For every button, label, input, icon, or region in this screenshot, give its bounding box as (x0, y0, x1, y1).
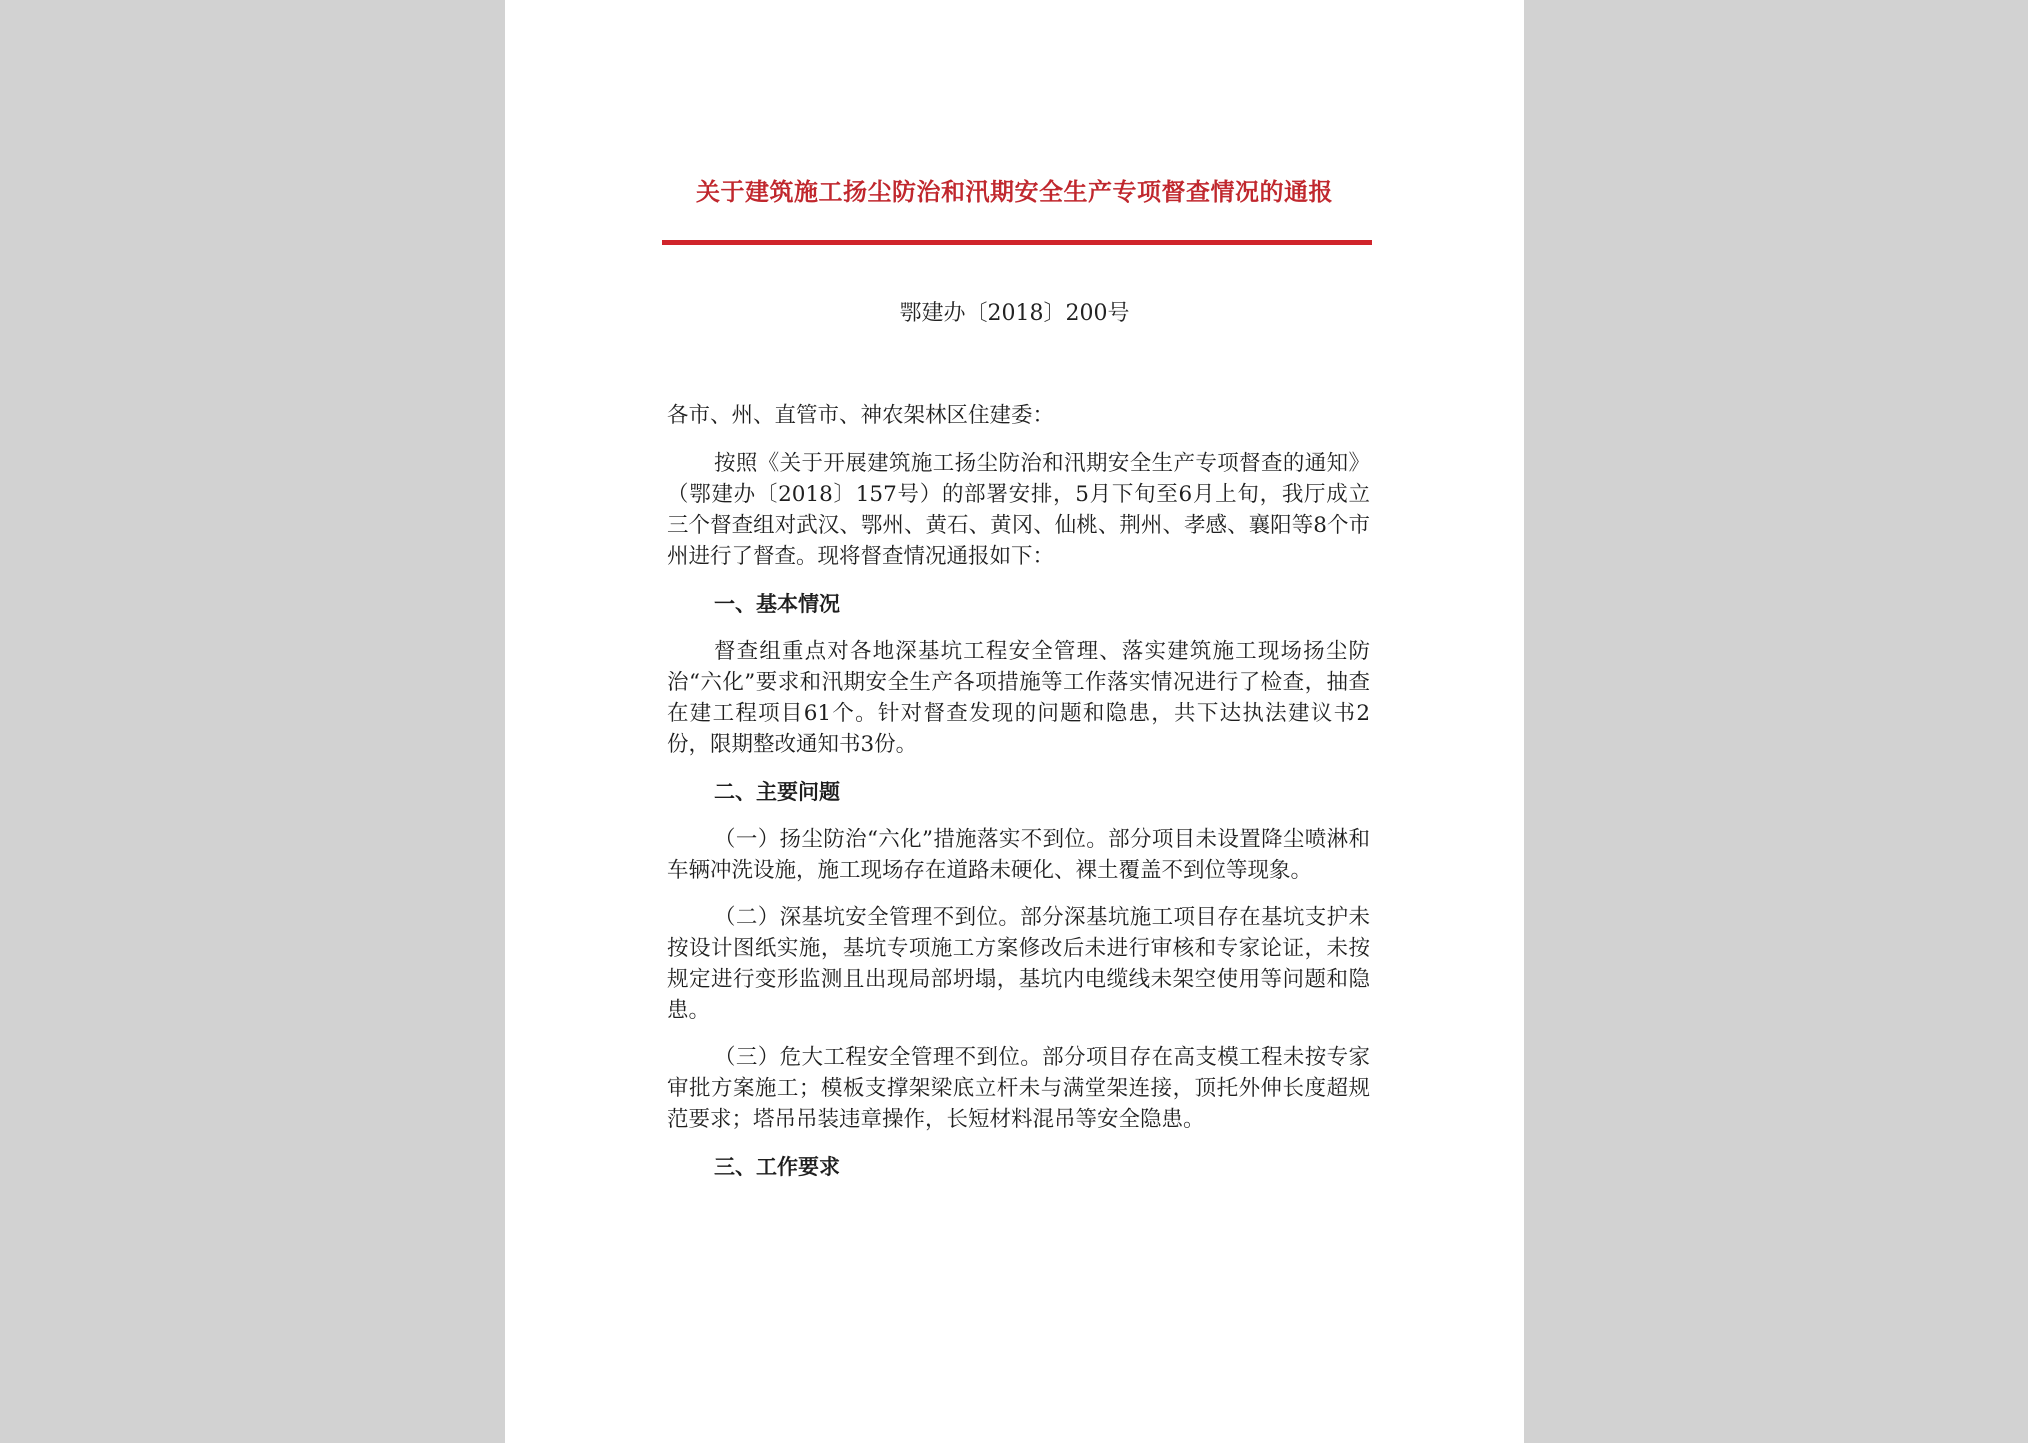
intro-paragraph: 按照《关于开展建筑施工扬尘防治和汛期安全生产专项督查的通知》（鄂建办〔2018〕157号）的部署安排，5月下旬至6月上旬，我厅成立三个督查组对武汉、鄂州、黄石、黄冈、仙桃、荆州、孝感、襄阳等8个市州进行了督查。现将督查情况通报如下： (667, 451, 1370, 569)
document-title: 关于建筑施工扬尘防治和汛期安全生产专项督查情况的通报 (696, 178, 1333, 206)
section-heading-problems: 二、主要问题 (714, 780, 840, 804)
section-heading-requirements: 三、工作要求 (714, 1155, 840, 1179)
problem-paragraph-3: （三）危大工程安全管理不到位。部分项目存在高支模工程未按专家审批方案施工；模板支撑架梁底立杆未与满堂架连接，顶托外伸长度超规范要求；塔吊吊装违章操作，长短材料混吊等安全隐患。 (667, 1045, 1370, 1132)
document-page (505, 0, 1524, 1443)
problem-paragraph-1: （一）扬尘防治“六化”措施落实不到位。部分项目未设置降尘喷淋和车辆冲洗设施，施工现场存在道路未硬化、裸土覆盖不到位等现象。 (667, 827, 1370, 883)
document-body (667, 400, 1370, 1199)
problem-paragraph-2: （二）深基坑安全管理不到位。部分深基坑施工项目存在基坑支护未按设计图纸实施，基坑专项施工方案修改后未进行审核和专家论证，未按规定进行变形监测且出现局部坍塌，基坑内电缆线未架空使用等问题和隐患。 (667, 905, 1370, 1023)
red-header-rule (662, 240, 1372, 245)
salutation: 各市、州、直管市、神农架林区住建委： (667, 403, 1055, 428)
basic-situation-paragraph: 督查组重点对各地深基坑工程安全管理、落实建筑施工现场扬尘防治“六化”要求和汛期安全生产各项措施等工作落实情况进行了检查，抽查在建工程项目61个。针对督查发现的问题和隐患，共下达执法建议书2份，限期整改通知书3份。 (667, 639, 1370, 757)
section-heading-basic: 一、基本情况 (714, 592, 840, 616)
document-number: 鄂建办〔2018〕200号 (899, 301, 1130, 326)
